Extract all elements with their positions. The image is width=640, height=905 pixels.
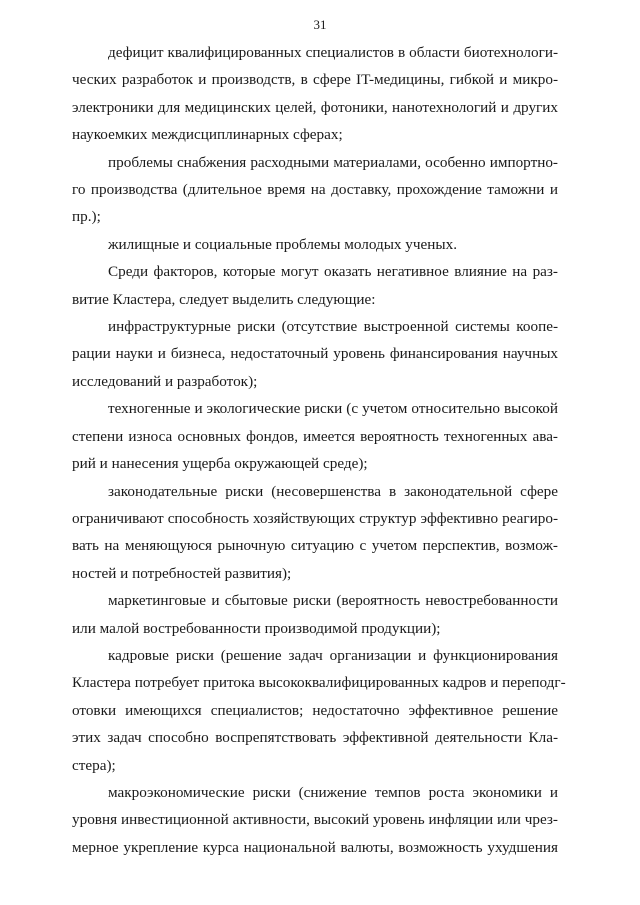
paragraph bbox=[72, 478, 558, 588]
text-line: проблемы снабжения расходными материалами, особенно импортно- bbox=[108, 153, 558, 171]
text-line: го производства (длительное время на доставку, прохождение таможни и bbox=[72, 181, 558, 199]
paragraph bbox=[72, 39, 558, 149]
paragraph bbox=[72, 587, 558, 642]
paragraph bbox=[72, 779, 558, 861]
text-line: инфраструктурные риски (отсутствие выстроенной системы коопе- bbox=[108, 318, 558, 336]
text-line: мерное укрепление курса национальной валюты, возможность ухудшения bbox=[72, 838, 558, 856]
paragraph bbox=[72, 231, 558, 258]
paragraph bbox=[72, 258, 558, 313]
text-line: электроники для медицинских целей, фотоники, нанотехнологий и других bbox=[72, 98, 558, 116]
text-line: отовки имеющихся специалистов; недостаточно эффективное решение bbox=[72, 701, 558, 719]
text-line: стера); bbox=[72, 756, 116, 774]
text-line: жилищные и социальные проблемы молодых ученых. bbox=[108, 235, 458, 253]
text-line: ограничивают способность хозяйствующих структур эффективно реагиро- bbox=[72, 509, 558, 527]
text-line: ческих разработок и производств, в сфере IT-медицины, гибкой и микро- bbox=[72, 71, 558, 89]
text-line: вать на меняющуюся рыночную ситуацию с учетом перспектив, возмож- bbox=[72, 537, 558, 555]
text-line: исследований и разработок); bbox=[72, 372, 258, 390]
text-line: законодательные риски (несовершенства в законодательной сфере bbox=[108, 482, 558, 500]
text-line: техногенные и экологические риски (с учетом относительно высокой bbox=[108, 400, 558, 418]
text-line: рации науки и бизнеса, недостаточный уровень финансирования научных bbox=[72, 345, 558, 363]
text-line: дефицит квалифицированных специалистов в области биотехнологи- bbox=[108, 44, 558, 61]
text-line: Среди факторов, которые могут оказать негативное влияние на раз- bbox=[108, 263, 558, 281]
paragraph bbox=[72, 642, 566, 779]
body-text bbox=[72, 39, 566, 861]
text-line: рий и нанесения ущерба окружающей среде); bbox=[72, 455, 368, 473]
text-line: пр.); bbox=[72, 208, 101, 226]
paragraph bbox=[72, 313, 558, 395]
text-line: маркетинговые и сбытовые риски (вероятность невостребованности bbox=[108, 592, 558, 610]
text-line: Кластера потребует притока высококвалифицированных кадров и переподг- bbox=[72, 674, 566, 692]
text-line: ностей и потребностей развития); bbox=[72, 564, 292, 582]
text-line: этих задач способно воспрепятствовать эффективной деятельности Кла- bbox=[72, 729, 558, 747]
text-line: кадровые риски (решение задач организации и функционирования bbox=[108, 646, 558, 664]
text-line: степени износа основных фондов, имеется вероятность техногенных ава- bbox=[72, 427, 558, 445]
paragraph bbox=[72, 149, 558, 231]
text-line: макроэкономические риски (снижение темпов роста экономики и bbox=[108, 783, 558, 801]
text-line: уровня инвестиционной активности, высокий уровень инфляции или чрез- bbox=[72, 811, 558, 829]
text-line: наукоемких междисциплинарных сферах; bbox=[72, 126, 343, 144]
page-number: 31 bbox=[313, 17, 327, 32]
text-line: или малой востребованности производимой продукции); bbox=[72, 619, 441, 637]
text-line: витие Кластера, следует выделить следующие: bbox=[72, 290, 376, 308]
paragraph bbox=[72, 395, 558, 477]
